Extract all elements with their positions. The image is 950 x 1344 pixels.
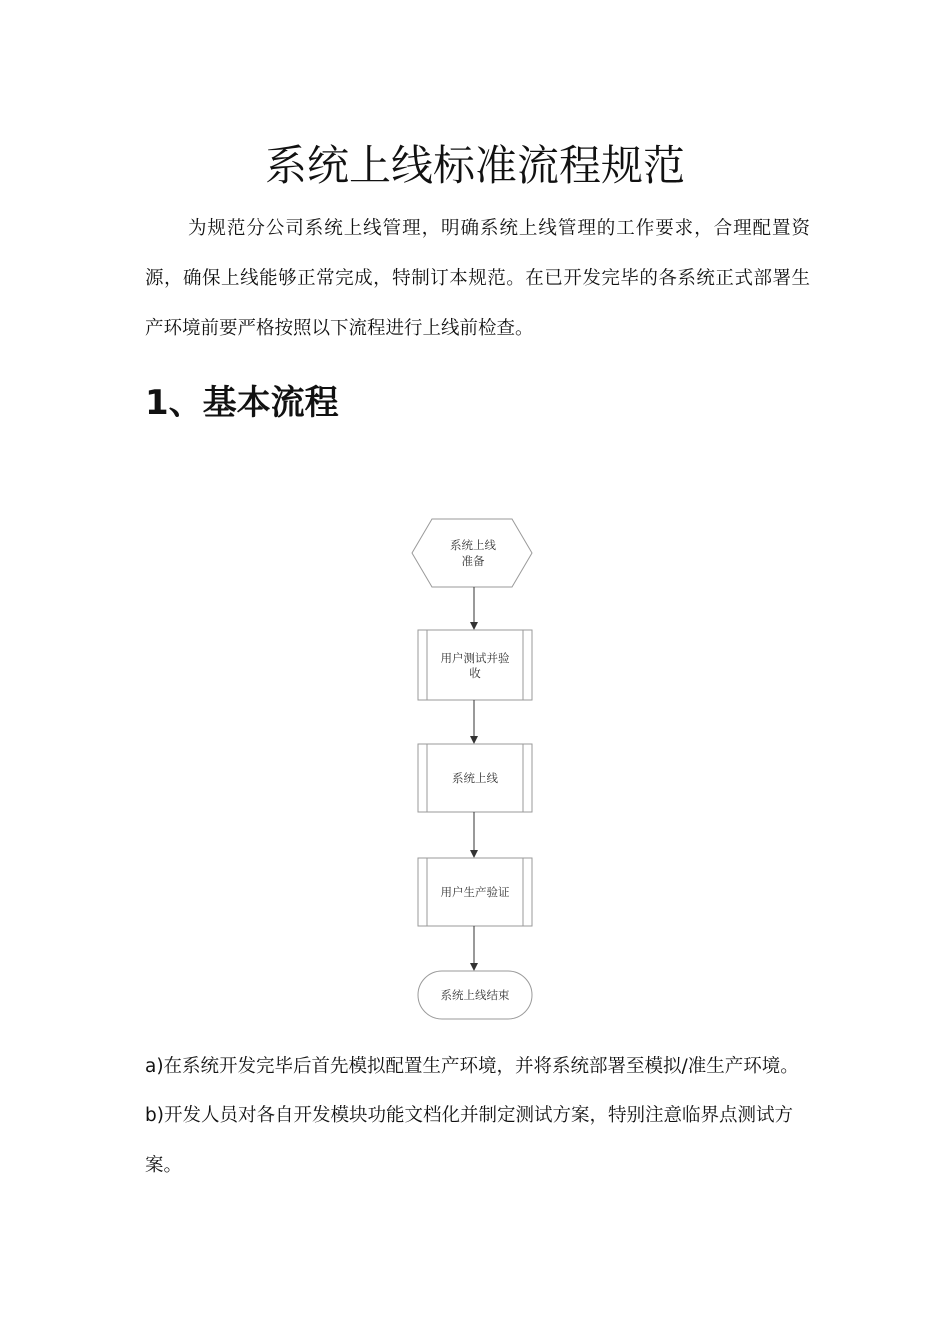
flow-step-user-test (418, 630, 532, 700)
flow-start-label-1: 系统上线 (450, 538, 496, 552)
document-title: 系统上线标准流程规范 (264, 141, 685, 190)
intro-paragraph (145, 204, 810, 354)
flow-step-user-test-label-2: 收 (469, 666, 481, 680)
intro-text: 为规范分公司系统上线管理，明确系统上线管理的工作要求，合理配置资源，确保上线能够正常完成，特制订本规范。在已开发完毕的各系统正式部署生产环境前要严格按照以下流程进行上线前检查。 (145, 218, 810, 339)
flow-step-production-verify (418, 858, 532, 926)
flow-step-go-live (418, 744, 532, 812)
flow-end-label: 系统上线结束 (440, 988, 510, 1002)
paragraph-b: b)开发人员对各自开发模块功能文档化并制定测试方案，特别注意临界点测试方案。 (145, 1105, 793, 1176)
flowchart (395, 510, 555, 1030)
flow-step-user-test-label-1: 用户测试并验 (440, 651, 510, 665)
flow-start-label-2: 准备 (461, 554, 485, 568)
section-heading-basic-flow: 1、基本流程 (145, 383, 339, 423)
flow-step-go-live-label: 系统上线 (452, 771, 498, 785)
flow-start-shape (412, 519, 532, 587)
paragraph-a: a)在系统开发完毕后首先模拟配置生产环境，并将系统部署至模拟/准生产环境。 (145, 1056, 799, 1077)
flow-step-production-verify-label: 用户生产验证 (440, 885, 510, 899)
